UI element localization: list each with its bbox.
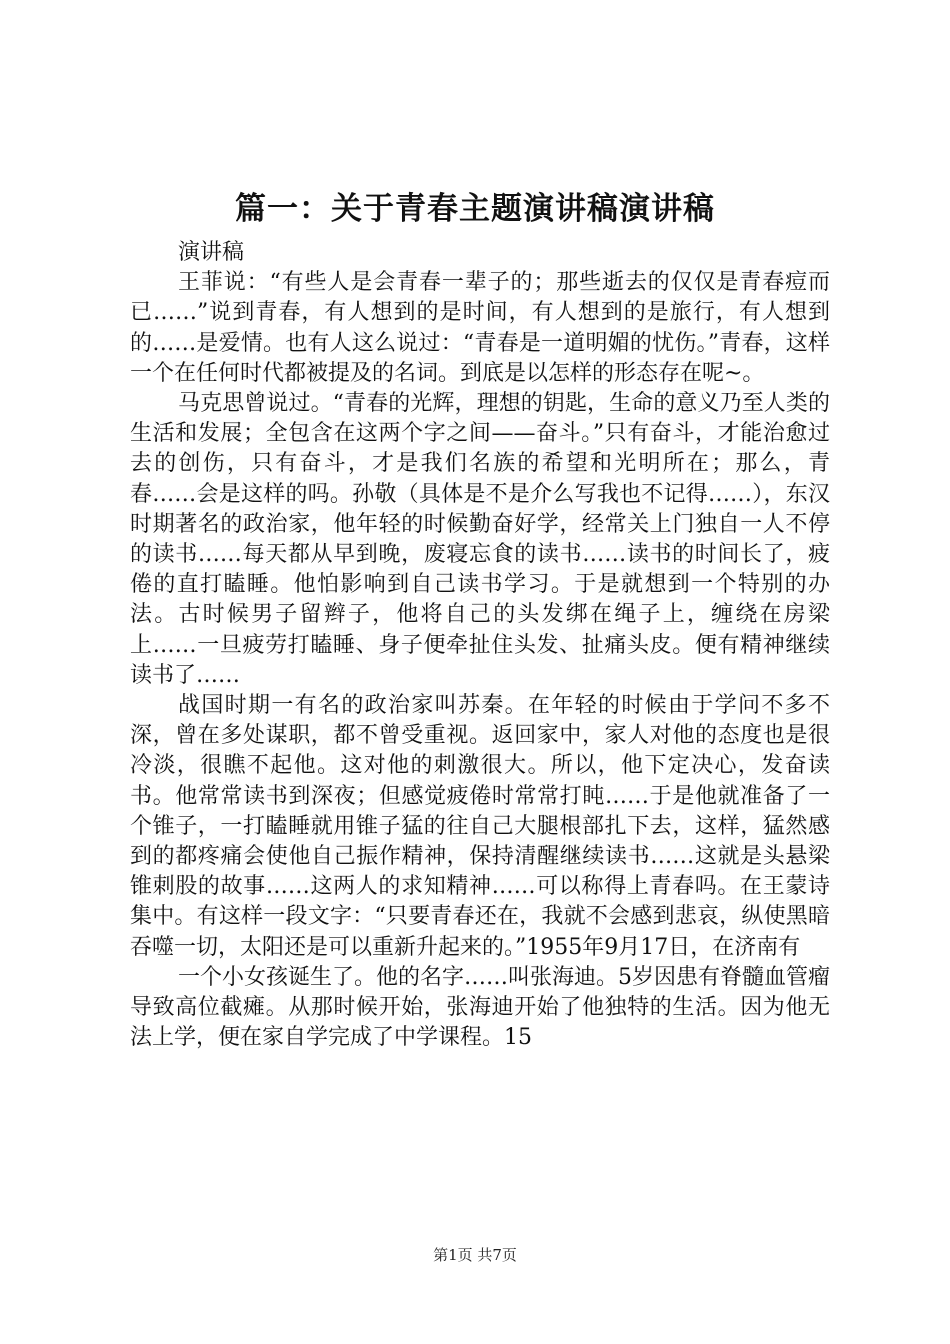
document-body — [130, 238, 830, 1053]
paragraph: 马克思曾说过。“青春的光辉，理想的钥匙，生命的意义乃至人类的生活和发展；全包含在这两个字之间——奋斗。”只有奋斗，才能治愈过去的创伤，只有奋斗，才是我们名族的希望和光明所在；那么，青春……会是这样的吗。孙敬（具体是不是介么写我也不记得……），东汉时期著名的政治家，他年轻的时候勤奋好学，经常关上门独自一人不停的读书……每天都从早到晚，废寝忘食的读书……读书的时间长了，疲倦的直打瞌睡。他怕影响到自己读书学习。于是就想到一个特别的办法。古时候男子留辫子，他将自己的头发绑在绳子上，缠绕在房梁上……一旦疲劳打瞌睡、身子便牵扯住头发、扯痛头皮。便有精神继续读书了…… — [130, 391, 830, 688]
page-number-footer: 第1页 共7页 — [433, 1246, 517, 1264]
document-title: 篇一：关于青春主题演讲稿演讲稿 — [235, 191, 715, 227]
paragraph-heading: 演讲稿 — [178, 240, 245, 265]
paragraph: 战国时期一有名的政治家叫苏秦。在年轻的时候由于学问不多不深，曾在多处谋职，都不曾受重视。返回家中，家人对他的态度也是很冷淡，很瞧不起他。这对他的刺激很大。所以，他下定决心，发奋读书。他常常读书到深夜；但感觉疲倦时常常打盹……于是他就准备了一个锥子，一打瞌睡就用锥子猛的往自己大腿根部扎下去，这样，猛然感到的都疼痛会使他自己振作精神，保持清醒继续读书……这就是头悬梁锥刺股的故事……这两人的求知精神……可以称得上青春吗。在王蒙诗集中。有这样一段文字：“只要青春还在，我就不会感到悲哀，纵使黑暗吞噬一切，太阳还是可以重新升起来的。”1955年9月17日，在济南有 — [130, 693, 830, 960]
paragraph: 王菲说：“有些人是会青春一辈子的；那些逝去的仅仅是青春痘而已……”说到青春，有人想到的是时间，有人想到的是旅行，有人想到的……是爱情。也有人这么说过：“青春是一道明媚的忧伤。”青春，这样一个在任何时代都被提及的名词。到底是以怎样的形态存在呢~。 — [130, 270, 830, 386]
paragraph: 一个小女孩诞生了。他的名字……叫张海迪。5岁因患有脊髓血管瘤导致高位截瘫。从那时候开始，张海迪开始了他独特的生活。因为他无法上学，便在家自学完成了中学课程。15 — [130, 964, 830, 1051]
